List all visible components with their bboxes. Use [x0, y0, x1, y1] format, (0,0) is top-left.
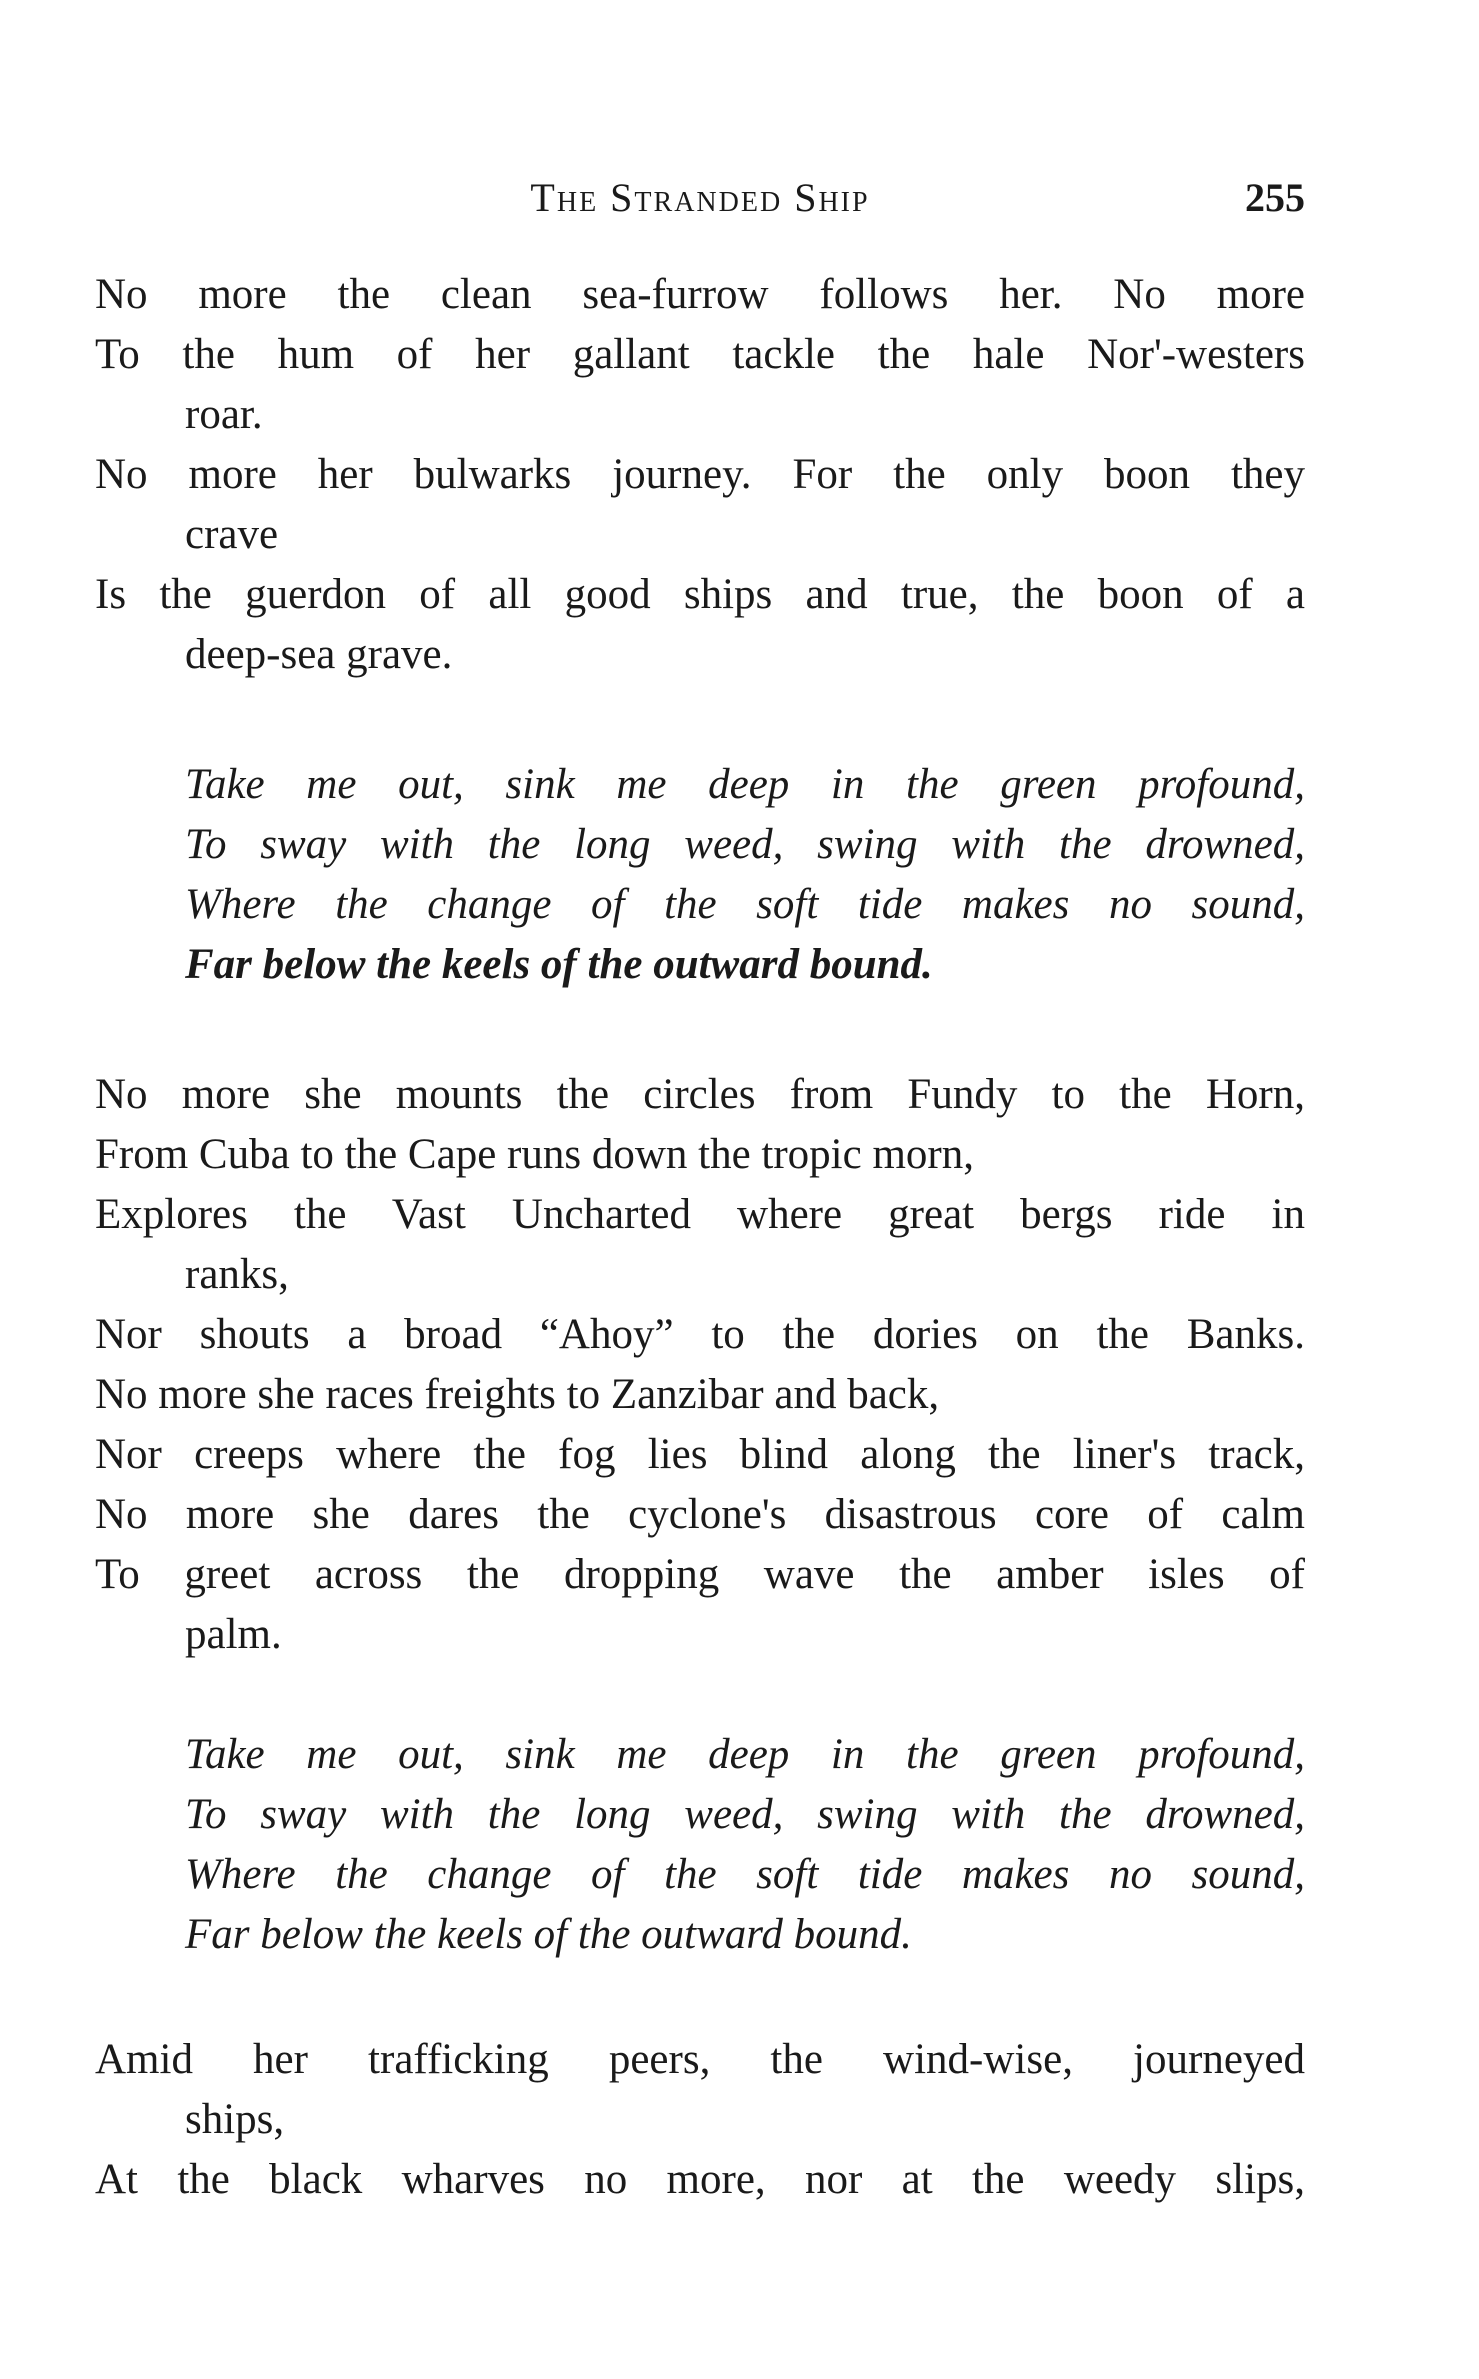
- verse-line-continuation: palm.: [185, 1611, 282, 1658]
- refrain-line: Far below the keels of the outward bound.: [185, 1911, 912, 1958]
- refrain-1: [95, 755, 1305, 995]
- verse-line-continuation: deep-sea grave.: [185, 631, 453, 678]
- refrain-line: Where the change of the soft tide makes no sound,: [185, 881, 1305, 928]
- stanza-3: [95, 2030, 1305, 2210]
- refrain-2: [95, 1725, 1305, 1965]
- verse-line: No more the clean sea-furrow follows her. No more: [95, 271, 1305, 318]
- verse-line: To the hum of her gallant tackle the hale Nor'-westers: [95, 331, 1305, 378]
- page-number: 255: [1245, 175, 1305, 220]
- verse-line: No more her bulwarks journey. For the only boon they: [95, 451, 1305, 498]
- verse-line-continuation: roar.: [185, 391, 263, 438]
- verse-line: No more she mounts the circles from Fundy to the Horn,: [95, 1071, 1305, 1118]
- verse-line: Explores the Vast Uncharted where great bergs ride in: [95, 1191, 1305, 1238]
- verse-line: Is the guerdon of all good ships and true, the boon of a: [95, 571, 1305, 618]
- verse-line: Nor shouts a broad “Ahoy” to the dories on the Banks.: [95, 1311, 1305, 1358]
- stanza-2: [95, 1065, 1305, 1665]
- refrain-line: To sway with the long weed, swing with the drowned,: [185, 821, 1305, 868]
- verse-line: Amid her trafficking peers, the wind-wise, journeyed: [95, 2036, 1305, 2083]
- verse-line-continuation: crave: [185, 511, 279, 558]
- verse-line-continuation: ships,: [185, 2096, 285, 2143]
- refrain-line: Where the change of the soft tide makes no sound,: [185, 1851, 1305, 1898]
- page-header: [95, 168, 1305, 228]
- refrain-line: Take me out, sink me deep in the green profound,: [185, 761, 1305, 808]
- verse-line: No more she dares the cyclone's disastrous core of calm: [95, 1491, 1305, 1538]
- verse-line: At the black wharves no more, nor at the weedy slips,: [95, 2156, 1305, 2203]
- refrain-line: Take me out, sink me deep in the green profound,: [185, 1731, 1305, 1778]
- verse-line: No more she races freights to Zanzibar and back,: [95, 1371, 940, 1418]
- stanza-1: [95, 265, 1305, 685]
- verse-line: To greet across the dropping wave the amber isles of: [95, 1551, 1305, 1598]
- refrain-line: To sway with the long weed, swing with the drowned,: [185, 1791, 1305, 1838]
- refrain-line: Far below the keels of the outward bound.: [185, 941, 933, 988]
- verse-line: Nor creeps where the fog lies blind along the liner's track,: [95, 1431, 1305, 1478]
- verse-line-continuation: ranks,: [185, 1251, 289, 1298]
- verse-line: From Cuba to the Cape runs down the tropic morn,: [95, 1131, 974, 1178]
- running-title: The Stranded Ship: [530, 175, 870, 220]
